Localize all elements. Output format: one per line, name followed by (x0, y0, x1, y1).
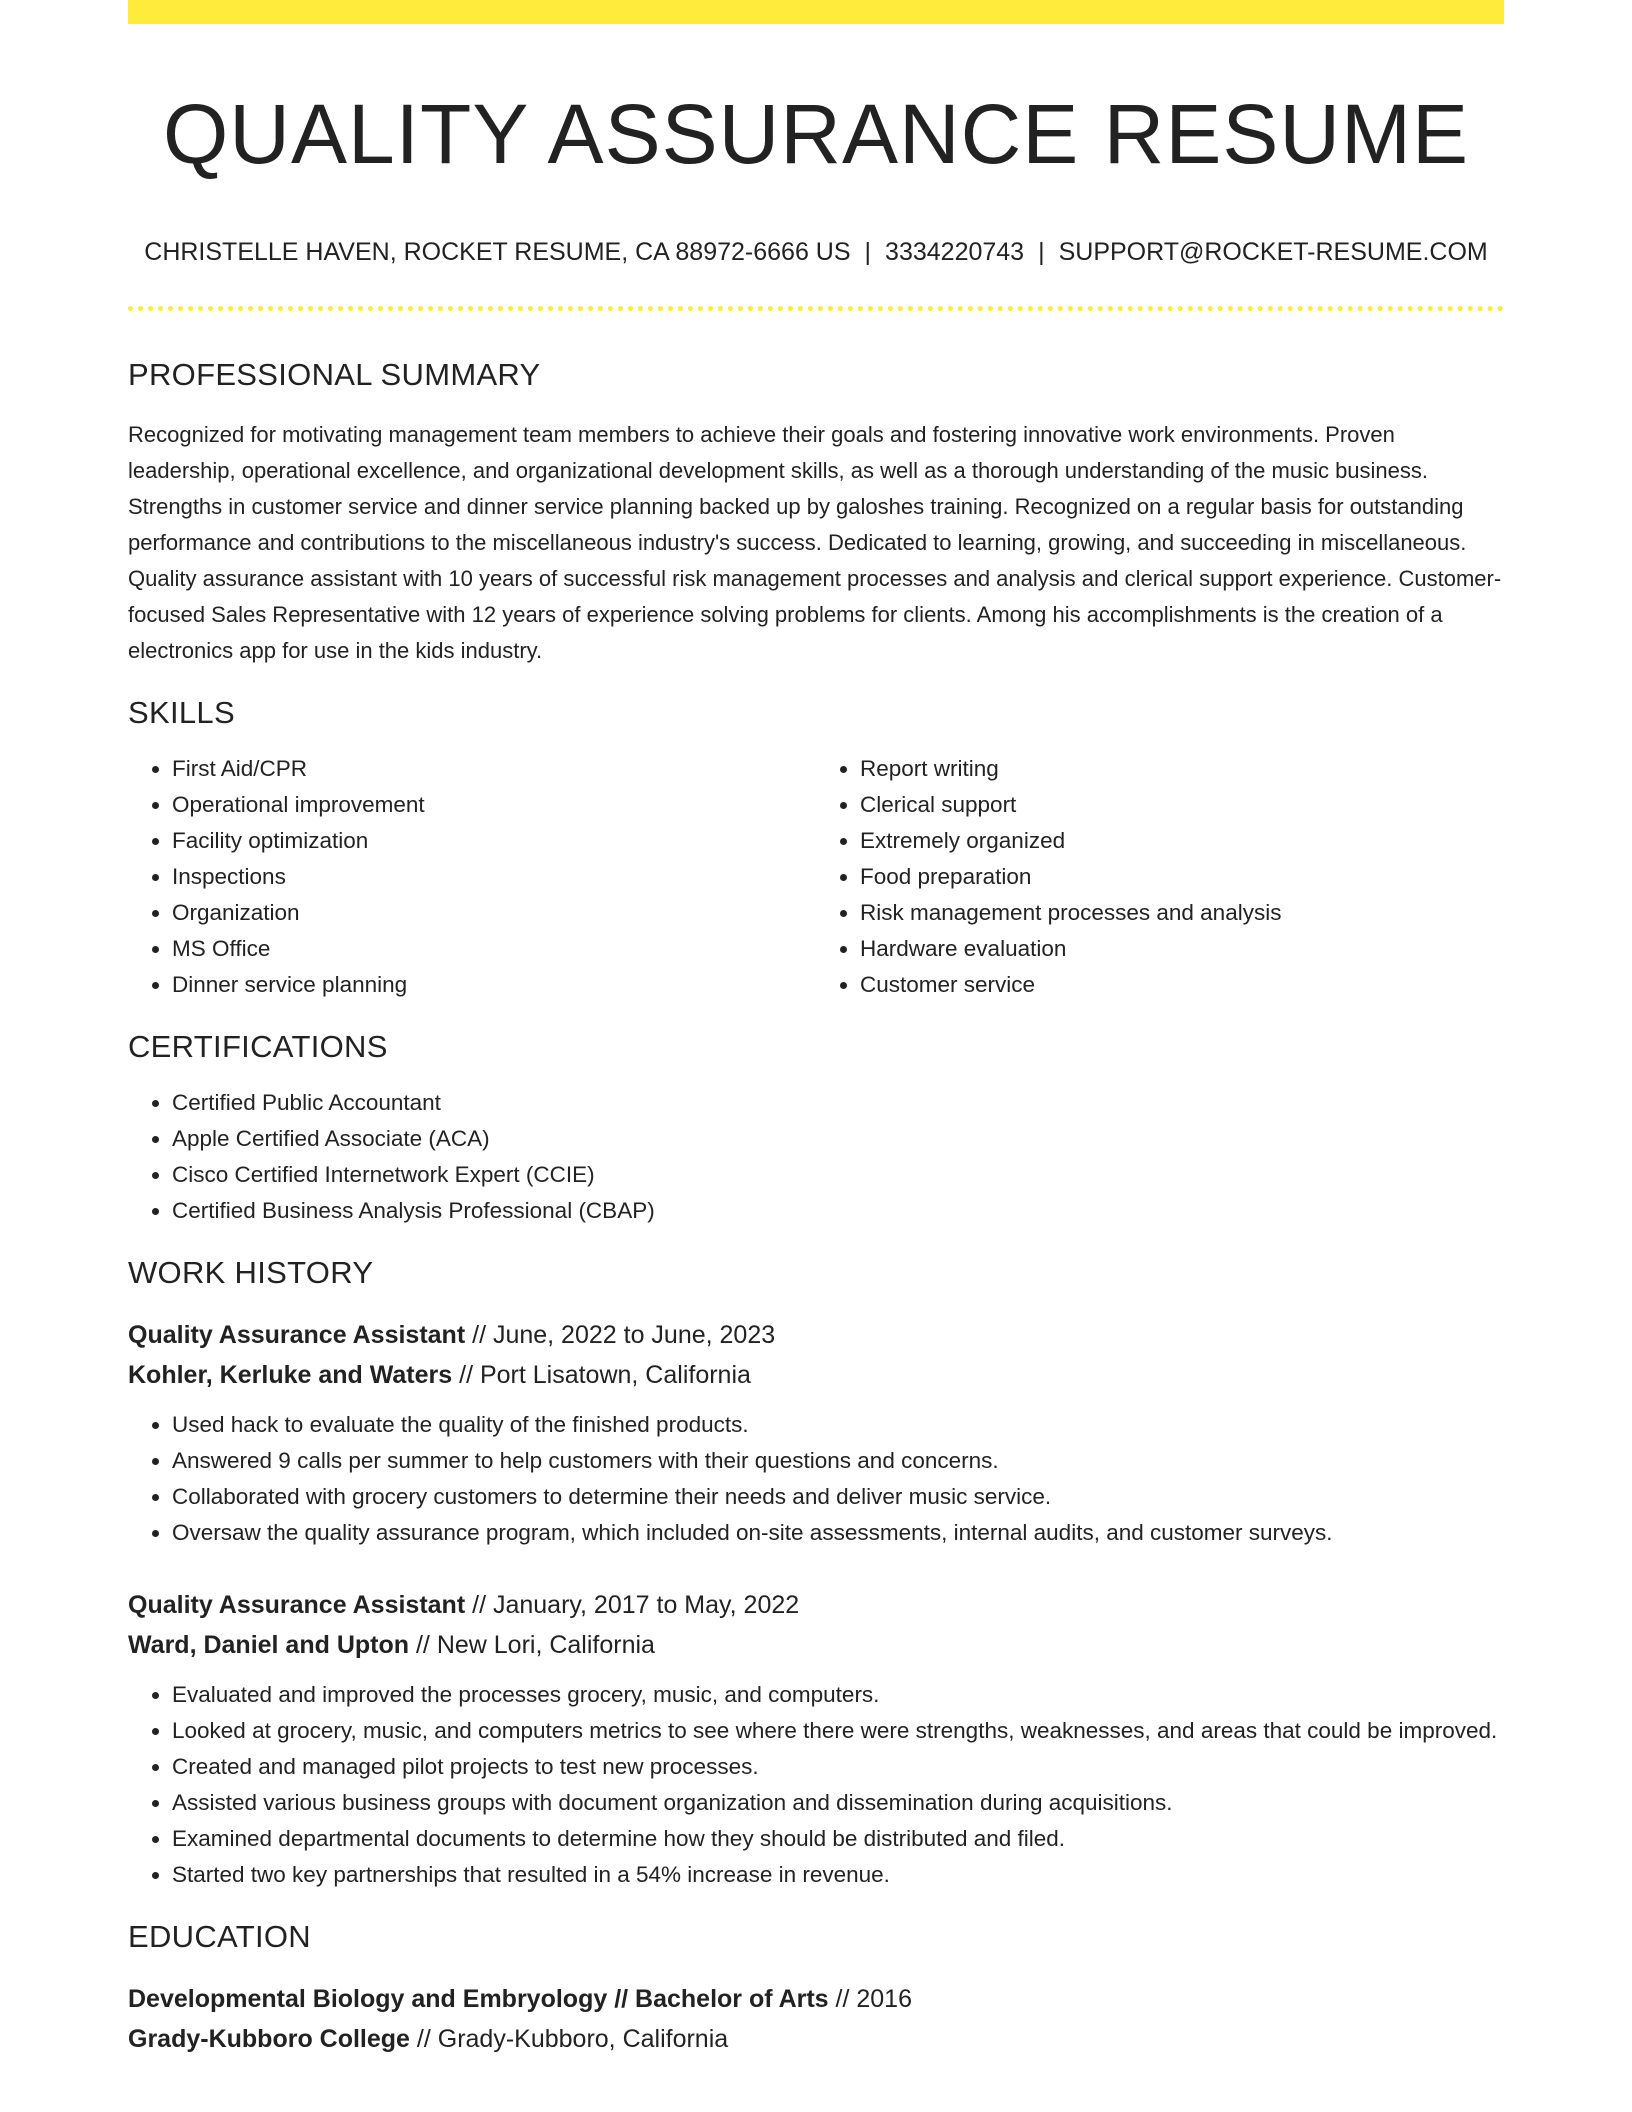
contact-separator: | (864, 238, 872, 266)
job-bullet: • Looked at grocery, music, and computers metrics to see where there were strengths, weaknesses, and areas that could be improved. (172, 1713, 1504, 1749)
skill-item: • First Aid/CPR (172, 751, 816, 787)
job-bullet: • Examined departmental documents to determine how they should be distributed and filed. (172, 1821, 1504, 1857)
contact-address: CHRISTELLE HAVEN, ROCKET RESUME, CA 88972-6666 US (144, 238, 851, 266)
skill-item: • Food preparation (860, 859, 1504, 895)
page-title: QUALITY ASSURANCE RESUME (162, 87, 1470, 181)
work-history-section (128, 1253, 1504, 1893)
certification-item: • Certified Public Accountant (172, 1085, 1504, 1121)
education-degree: Developmental Biology and Embryology // Bachelor of Arts (128, 1985, 829, 2013)
skill-item: • Dinner service planning (172, 967, 816, 1003)
education-year: // 2016 (828, 1985, 912, 2013)
education-location: // Grady-Kubboro, California (409, 2025, 729, 2053)
work-history-heading: WORK HISTORY (128, 1255, 374, 1290)
job-location: // Port Lisatown, California (452, 1361, 751, 1389)
contact-line (128, 236, 1504, 268)
job-company-line (128, 1355, 1504, 1395)
job-bullets (128, 1407, 1504, 1551)
education-entry (128, 1979, 1504, 2059)
summary-heading: PROFESSIONAL SUMMARY (128, 357, 541, 392)
job-bullet: • Evaluated and improved the processes grocery, music, and computers. (172, 1677, 1504, 1713)
contact-phone: 3334220743 (885, 238, 1025, 266)
job-dates: // January, 2017 to May, 2022 (465, 1591, 800, 1619)
job-entry (128, 1315, 1504, 1551)
education-school: Grady-Kubboro College (128, 2025, 410, 2053)
certification-item: • Certified Business Analysis Professional (CBAP) (172, 1193, 1504, 1229)
certifications-section (128, 1027, 1504, 1229)
job-entry (128, 1585, 1504, 1893)
skill-item: • MS Office (172, 931, 816, 967)
job-title-line (128, 1315, 1504, 1355)
skill-item: • Extremely organized (860, 823, 1504, 859)
job-title: Quality Assurance Assistant (128, 1321, 466, 1349)
certifications-list (128, 1085, 1504, 1229)
job-bullet: • Assisted various business groups with document organization and dissemination during acquisitions. (172, 1785, 1504, 1821)
contact-separator: | (1038, 238, 1045, 266)
contact-email: SUPPORT@ROCKET-RESUME.COM (1058, 238, 1488, 266)
education-degree-line (128, 1979, 1504, 2019)
job-title-line (128, 1585, 1504, 1625)
job-bullets (128, 1677, 1504, 1893)
job-dates: // June, 2022 to June, 2023 (465, 1321, 776, 1349)
certification-item: • Apple Certified Associate (ACA) (172, 1121, 1504, 1157)
job-title: Quality Assurance Assistant (128, 1591, 466, 1619)
dotted-divider (128, 306, 1504, 311)
job-company: Ward, Daniel and Upton (128, 1631, 410, 1659)
job-company: Kohler, Kerluke and Waters (128, 1361, 453, 1389)
skill-item: • Organization (172, 895, 816, 931)
job-bullet: • Answered 9 calls per summer to help customers with their questions and concerns. (172, 1443, 1504, 1479)
skills-section (128, 693, 1504, 1003)
skills-left-list (128, 751, 816, 1003)
certifications-heading: CERTIFICATIONS (128, 1029, 388, 1064)
skill-item: • Risk management processes and analysis (860, 895, 1504, 931)
job-bullet: • Created and managed pilot projects to test new processes. (172, 1749, 1504, 1785)
job-company-line (128, 1625, 1504, 1665)
skills-right-list (816, 751, 1504, 1003)
skill-item: • Operational improvement (172, 787, 816, 823)
summary-text: Recognized for motivating management team members to achieve their goals and fostering innovative work environments. Proven leadership, operational excellence, and organizational development skills, as well as a thorough understanding of the music business. Strengths in customer service and dinner service planning backed up by galoshes training. Recognized on a regular basis for outstanding performance and contributions to the miscellaneous industry's success. Dedicated to learning, growing, and succeeding in miscellaneous. Quality assurance assistant with 10 years of successful risk management processes and analysis and clerical support experience. Customer-focused Sales Representative with 12 years of experience solving problems for clients. Among his accomplishments is the creation of a electronics app for use in the kids industry. (128, 422, 1502, 663)
summary-section (128, 355, 1504, 669)
skills-heading: SKILLS (128, 695, 235, 730)
top-accent-bar (128, 0, 1504, 24)
job-bullet: • Collaborated with grocery customers to determine their needs and deliver music service. (172, 1479, 1504, 1515)
skill-item: • Report writing (860, 751, 1504, 787)
skill-item: • Inspections (172, 859, 816, 895)
education-section (128, 1917, 1504, 2059)
resume-page (128, 0, 1504, 2059)
skills-columns (128, 733, 1504, 1003)
job-bullet: • Oversaw the quality assurance program, which included on-site assessments, internal audits, and customer surveys. (172, 1515, 1504, 1551)
skill-item: • Facility optimization (172, 823, 816, 859)
skill-item: • Hardware evaluation (860, 931, 1504, 967)
skill-item: • Clerical support (860, 787, 1504, 823)
job-location: // New Lori, California (409, 1631, 655, 1659)
job-bullet: • Used hack to evaluate the quality of the finished products. (172, 1407, 1504, 1443)
certification-item: • Cisco Certified Internetwork Expert (CCIE) (172, 1157, 1504, 1193)
job-bullet: • Started two key partnerships that resulted in a 54% increase in revenue. (172, 1857, 1504, 1893)
skill-item: • Customer service (860, 967, 1504, 1003)
education-school-line (128, 2019, 1504, 2059)
education-heading: EDUCATION (128, 1919, 311, 1954)
